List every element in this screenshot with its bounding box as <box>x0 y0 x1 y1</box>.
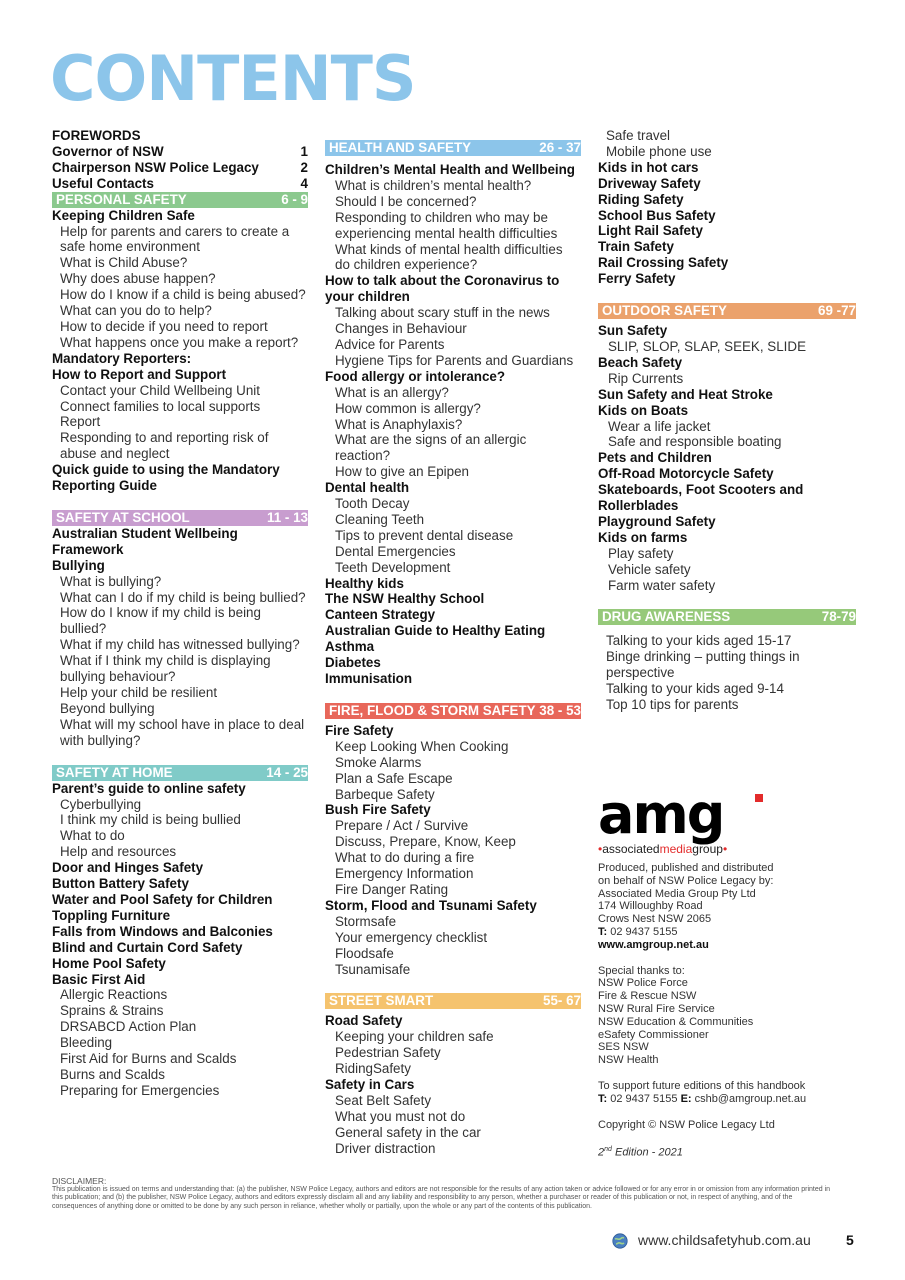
section-header-fire-flood-storm <box>325 703 581 719</box>
page-title: CONTENTS <box>50 42 416 115</box>
info-line: Fire & Rescue NSW <box>598 990 697 1003</box>
toc-subtopic: Talking about scary stuff in the news <box>335 305 550 321</box>
toc-topic: How to Report and Support <box>52 366 227 382</box>
toc-subtopic: How to decide if you need to report <box>60 318 268 334</box>
info-line: on behalf of NSW Police Legacy by: <box>598 874 774 887</box>
toc-subtopic: What you must not do <box>335 1108 466 1124</box>
toc-subtopic: RidingSafety <box>335 1061 411 1077</box>
toc-topic: Bush Fire Safety <box>325 802 431 818</box>
contents-column-3 <box>598 128 856 713</box>
toc-topic: Quick guide to using the Mandatory Reporting Guide <box>52 462 280 494</box>
disclaimer <box>52 1176 837 1211</box>
toc-topic: School Bus Safety <box>598 207 716 223</box>
logo-wordmark: amg <box>598 783 724 846</box>
toc-subtopic: First Aid for Burns and Scalds <box>60 1051 237 1067</box>
toc-topic: Parent’s guide to online safety <box>52 780 246 796</box>
toc-topic: Kids on farms <box>598 529 688 545</box>
toc-subtopic: Tooth Decay <box>335 496 410 512</box>
toc-subtopic: Dental Emergencies <box>335 543 456 559</box>
info-line: NSW Rural Fire Service <box>598 1002 715 1015</box>
toc-subtopic: Tsunamisafe <box>335 961 411 977</box>
toc-topic: Road Safety <box>325 1013 403 1029</box>
section-label: FIRE, FLOOD & STORM SAFETY <box>329 702 536 718</box>
toc-topic: Button Battery Safety <box>52 876 189 892</box>
forewords-list <box>52 144 308 192</box>
toc-topic: Healthy kids <box>325 575 404 591</box>
toc-subtopic: Prepare / Act / Survive <box>335 818 469 834</box>
toc-subtopic: Preparing for Emergencies <box>60 1082 220 1098</box>
toc-subtopic: Wear a life jacket <box>608 418 711 434</box>
section-label: OUTDOOR SAFETY <box>602 303 727 319</box>
section-header-safety-at-home <box>52 765 308 781</box>
toc-topic: Water and Pool Safety for Children <box>52 891 273 907</box>
footer-url[interactable]: www.childsafetyhub.com.au <box>638 1232 811 1248</box>
info-line: Produced, published and distributed <box>598 862 774 874</box>
section-header-street-smart <box>325 993 581 1009</box>
toc-subtopic: Stormsafe <box>335 913 397 929</box>
toc-topic: Driveway Safety <box>598 175 701 191</box>
toc-subtopic: Cyberbullying <box>60 796 142 812</box>
safety-at-home-list <box>52 781 308 1099</box>
publisher-website[interactable]: www.amgroup.net.au <box>598 938 709 951</box>
section-header-safety-at-school <box>52 510 308 526</box>
logo-dot <box>755 794 763 802</box>
toc-subtopic: What is bullying? <box>60 573 162 589</box>
section-label: HEALTH AND SAFETY <box>329 140 472 155</box>
section-pages: 38 - 53 <box>539 702 581 718</box>
toc-topic: Off-Road Motorcycle Safety <box>598 466 774 482</box>
section-label: PERSONAL SAFETY <box>56 191 187 207</box>
section-label: DRUG AWARENESS <box>602 609 731 625</box>
street-smart-list <box>325 1013 581 1156</box>
toc-topic: Dental health <box>325 480 410 496</box>
section-pages: 6 - 9 <box>281 191 308 207</box>
forewords-heading: FOREWORDS <box>52 128 141 143</box>
drug-awareness-list <box>598 633 856 713</box>
support-contact: T: 02 9437 5155 E: cshb@amgroup.net.au <box>598 1092 807 1105</box>
section-header-outdoor-safety <box>598 303 856 319</box>
toc-subtopic: Safe and responsible boating <box>608 434 782 450</box>
section-pages: 14 - 25 <box>266 764 308 780</box>
toc-subtopic: Keep Looking When Cooking <box>335 738 509 754</box>
support-line: To support future editions of this handbook <box>598 1079 806 1092</box>
info-line: SES NSW <box>598 1041 649 1054</box>
toc-subtopic: Cleaning Teeth <box>335 511 425 527</box>
toc-topic: Kids on Boats <box>598 402 689 418</box>
toc-subtopic: Advice for Parents <box>335 336 445 352</box>
entry-page: 1 <box>300 143 308 159</box>
publisher-lines <box>598 862 838 926</box>
toc-subtopic: Changes in Behaviour <box>335 321 467 337</box>
toc-subtopic: Fire Danger Rating <box>335 881 449 897</box>
toc-subtopic: What is Child Abuse? <box>60 255 188 271</box>
toc-subtopic: How to give an Epipen <box>335 464 469 480</box>
toc-subtopic: What happens once you make a report? <box>60 334 299 350</box>
toc-topic: Light Rail Safety <box>598 223 703 239</box>
toc-subtopic: Connect families to local supports <box>60 398 261 414</box>
section-pages: 11 - 13 <box>267 509 308 525</box>
toc-topic: How to talk about the Coronavirus to your children <box>325 273 560 305</box>
toc-subtopic: Discuss, Prepare, Know, Keep <box>335 834 516 850</box>
amg-logo <box>598 783 768 856</box>
fire-flood-storm-list <box>325 723 581 978</box>
toc-subtopic: Help and resources <box>60 844 177 860</box>
toc-subtopic: Safe travel <box>606 128 671 143</box>
street-smart-continued-list <box>598 128 856 287</box>
toc-subtopic: What is children’s mental health? <box>335 177 532 193</box>
toc-topic: Bullying <box>52 557 105 573</box>
toc-topic: Sun Safety <box>598 323 668 339</box>
toc-subtopic: What is an allergy? <box>335 384 449 400</box>
toc-subtopic: Teeth Development <box>335 559 451 575</box>
toc-subtopic: Beyond bullying <box>60 700 155 716</box>
toc-subtopic: Keeping your children safe <box>335 1029 494 1045</box>
toc-subtopic: What can you do to help? <box>60 303 212 319</box>
toc-subtopic: Vehicle safety <box>608 561 691 577</box>
toc-subtopic: Plan a Safe Escape <box>335 770 453 786</box>
toc-subtopic: Farm water safety <box>608 577 716 593</box>
section-label: SAFETY AT HOME <box>56 764 173 780</box>
toc-subtopic: Sprains & Strains <box>60 1003 164 1019</box>
page-number: 5 <box>846 1232 854 1248</box>
toc-subtopic: SLIP, SLOP, SLAP, SEEK, SLIDE <box>608 338 807 354</box>
toc-topic: Keeping Children Safe <box>52 207 195 223</box>
contents-column-1 <box>52 128 308 1099</box>
toc-topic: Beach Safety <box>598 354 683 370</box>
toc-subtopic: Responding to children who may be experiencing mental health difficulties <box>335 209 558 241</box>
toc-subtopic: Why does abuse happen? <box>60 271 216 287</box>
toc-topic: Playground Safety <box>598 513 716 529</box>
toc-topic: Home Pool Safety <box>52 955 166 971</box>
toc-subtopic: What are the signs of an allergic reaction? <box>335 432 527 464</box>
toc-topic: Skateboards, Foot Scooters and Rollerblades <box>598 482 804 514</box>
info-line: NSW Police Force <box>598 977 688 990</box>
toc-topic: Storm, Flood and Tsunami Safety <box>325 897 537 913</box>
toc-topic: Basic First Aid <box>52 971 146 987</box>
foreword-entry <box>52 176 308 192</box>
toc-topic: Diabetes <box>325 655 381 671</box>
toc-subtopic: Rip Currents <box>608 370 684 386</box>
disclaimer-heading: DISCLAIMER: <box>52 1176 107 1186</box>
toc-subtopic: Help for parents and carers to create a safe home environment <box>60 223 290 255</box>
globe-icon <box>612 1233 628 1249</box>
toc-subtopic: Contact your Child Wellbeing Unit <box>60 382 260 398</box>
toc-topic: Falls from Windows and Balconies <box>52 923 273 939</box>
toc-subtopic: Top 10 tips for parents <box>606 697 739 713</box>
thanks-list <box>598 977 838 1067</box>
entry-page: 4 <box>300 175 308 191</box>
footer <box>612 1232 862 1252</box>
foreword-entry <box>52 160 308 176</box>
toc-topic: Mandatory Reporters: <box>52 350 192 366</box>
toc-topic: Australian Student Wellbeing Framework <box>52 525 238 557</box>
toc-subtopic: Play safety <box>608 545 674 561</box>
entry-label: Useful Contacts <box>52 175 154 191</box>
toc-topic: Canteen Strategy <box>325 607 436 623</box>
toc-subtopic: How common is allergy? <box>335 400 481 416</box>
toc-subtopic: Smoke Alarms <box>335 754 422 770</box>
toc-topic: Food allergy or intolerance? <box>325 368 506 384</box>
section-label: SAFETY AT SCHOOL <box>56 509 190 525</box>
thanks-heading: Special thanks to: <box>598 964 685 977</box>
foreword-entry <box>52 144 308 160</box>
toc-subtopic: Talking to your kids aged 9-14 <box>606 681 784 697</box>
info-line: NSW Health <box>598 1054 659 1067</box>
toc-subtopic: Bleeding <box>60 1035 113 1051</box>
toc-subtopic: Barbeque Safety <box>335 786 435 802</box>
edition: 2nd Edition - 2021 <box>598 1146 683 1159</box>
toc-topic: Ferry Safety <box>598 271 676 287</box>
toc-subtopic: Responding to and reporting risk of abuse and neglect <box>60 430 269 462</box>
contents-column-2 <box>325 140 581 1157</box>
toc-subtopic: I think my child is being bullied <box>60 812 241 828</box>
logo-tagline: •associatedmediagroup• <box>598 842 728 856</box>
health-and-safety-list <box>325 162 581 687</box>
info-line: eSafety Commissioner <box>598 1028 709 1041</box>
toc-topic: Fire Safety <box>325 722 394 738</box>
toc-topic: Riding Safety <box>598 191 684 207</box>
section-header-personal-safety <box>52 192 308 208</box>
publisher-info <box>598 862 838 1160</box>
toc-subtopic: What if my child has witnessed bullying? <box>60 637 300 653</box>
toc-topic: Train Safety <box>598 239 674 255</box>
outdoor-safety-list <box>598 323 856 593</box>
info-line: Associated Media Group Pty Ltd <box>598 887 756 900</box>
safety-at-school-list <box>52 526 308 749</box>
copyright: Copyright © NSW Police Legacy Ltd <box>598 1118 775 1131</box>
info-line: 174 Willoughby Road <box>598 900 703 913</box>
toc-topic: Blind and Curtain Cord Safety <box>52 939 243 955</box>
toc-subtopic: What if I think my child is displaying bullying behaviour? <box>60 653 271 685</box>
section-label: STREET SMART <box>329 993 434 1009</box>
toc-subtopic: Report <box>60 414 101 430</box>
toc-subtopic: Allergic Reactions <box>60 987 168 1003</box>
section-pages: 55- 67 <box>543 993 581 1009</box>
toc-subtopic: Talking to your kids aged 15-17 <box>606 633 792 649</box>
toc-subtopic: Hygiene Tips for Parents and Guardians <box>335 352 574 368</box>
toc-topic: The NSW Healthy School <box>325 591 485 607</box>
toc-topic: Immunisation <box>325 671 413 686</box>
toc-topic: Toppling Furniture <box>52 907 171 923</box>
toc-subtopic: What is Anaphylaxis? <box>335 416 463 432</box>
toc-subtopic: How do I know if a child is being abused? <box>60 287 306 303</box>
toc-subtopic: Burns and Scalds <box>60 1066 165 1082</box>
section-pages: 69 -77 <box>818 303 856 319</box>
section-header-drug-awareness <box>598 609 856 625</box>
toc-subtopic: Floodsafe <box>335 945 394 961</box>
toc-topic: Door and Hinges Safety <box>52 860 204 876</box>
toc-subtopic: Driver distraction <box>335 1140 436 1156</box>
toc-topic: Asthma <box>325 639 375 655</box>
disclaimer-text: This publication is issued on terms and understanding that: (a) the publisher, NSW Police Legacy, authors and editors are not responsible for the results of any action taken or advice followed or for any error in or omission from any information printed in this publication; and (b) the publisher, NSW Police Legacy, authors and editors expressly disclaim all and any liability and responsibility to any person, whether a purchaser or reader of this publication or not, in respect of anything, and of the consequences of anything done or omitted to be done by any such person in reliance, whether wholly or partially, upon the whole or any part of the contents of this publication. <box>52 1186 831 1210</box>
section-header-health-and-safety <box>325 140 581 156</box>
publisher-phone: T: 02 9437 5155 <box>598 925 678 938</box>
info-line: Crows Nest NSW 2065 <box>598 913 712 926</box>
toc-subtopic: Binge drinking – putting things in perspective <box>606 649 800 681</box>
toc-subtopic: Seat Belt Safety <box>335 1092 432 1108</box>
toc-topic: Australian Guide to Healthy Eating <box>325 623 546 639</box>
toc-subtopic: General safety in the car <box>335 1124 481 1140</box>
entry-label: Chairperson NSW Police Legacy <box>52 159 259 175</box>
toc-subtopic: Emergency Information <box>335 866 474 882</box>
toc-subtopic: DRSABCD Action Plan <box>60 1019 197 1035</box>
info-line: NSW Education & Communities <box>598 1015 754 1028</box>
toc-subtopic: What to do <box>60 828 125 844</box>
toc-topic: Rail Crossing Safety <box>598 255 729 271</box>
toc-subtopic: What can I do if my child is being bullied? <box>60 589 306 605</box>
toc-subtopic: Help your child be resilient <box>60 685 218 700</box>
toc-subtopic: What will my school have in place to deal with bullying? <box>60 716 305 748</box>
toc-topic: Children’s Mental Health and Wellbeing <box>325 162 575 177</box>
toc-topic: Sun Safety and Heat Stroke <box>598 386 773 402</box>
toc-topic: Kids in hot cars <box>598 159 699 175</box>
toc-subtopic: Your emergency checklist <box>335 929 488 945</box>
personal-safety-list <box>52 208 308 494</box>
toc-subtopic: Mobile phone use <box>606 143 712 159</box>
section-pages: 26 - 37 <box>539 140 581 155</box>
entry-label: Governor of NSW <box>52 143 164 159</box>
section-pages: 78-79 <box>821 609 856 625</box>
toc-subtopic: Should I be concerned? <box>335 193 477 209</box>
toc-topic: Safety in Cars <box>325 1077 415 1093</box>
toc-subtopic: Pedestrian Safety <box>335 1045 441 1061</box>
toc-topic: Pets and Children <box>598 450 712 466</box>
toc-subtopic: What to do during a fire <box>335 850 475 866</box>
toc-subtopic: How do I know if my child is being bullied? <box>60 605 261 637</box>
toc-subtopic: What kinds of mental health difficulties do children experience? <box>335 241 563 273</box>
toc-subtopic: Tips to prevent dental disease <box>335 527 514 543</box>
entry-page: 2 <box>300 159 308 175</box>
